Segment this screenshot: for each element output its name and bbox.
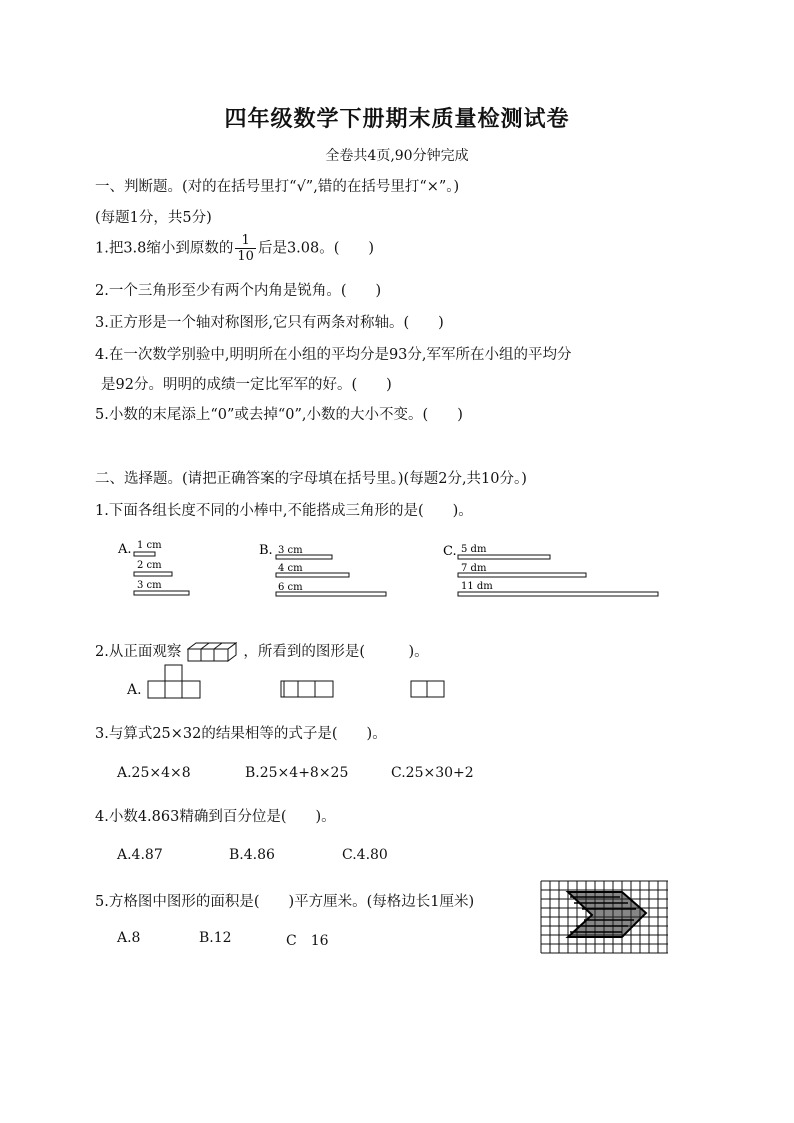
q4-option-b: B.4.86 bbox=[229, 847, 275, 863]
q3-option-c: C.25×30+2 bbox=[391, 765, 474, 781]
section1-points: (每题1分，共5分) bbox=[95, 210, 212, 226]
q2-option-a-label: A. bbox=[127, 682, 142, 698]
q4-option-c: C.4.80 bbox=[342, 847, 388, 863]
exam-title: 四年级数学下册期末质量检测试卷 bbox=[224, 106, 570, 132]
exam-subtitle: 全卷共4页,90分钟完成 bbox=[325, 148, 469, 164]
choice-q2-text-post: ，所看到的图形是( )。 bbox=[243, 644, 429, 660]
choice-question-2 bbox=[95, 640, 429, 662]
stick-a1-label: 1 cm bbox=[137, 540, 162, 551]
judge-question-2: 2.一个三角形至少有两个内角是锐角。( ) bbox=[95, 283, 382, 299]
q5-option-b: B.12 bbox=[199, 930, 232, 946]
q5-option-a: A.8 bbox=[117, 930, 141, 946]
stick-a2 bbox=[134, 572, 172, 576]
choice-question-3: 3.与算式25×32的结果相等的式子是( )。 bbox=[95, 726, 387, 742]
q2-option-c-figure bbox=[410, 680, 446, 703]
fraction-numerator: 1 bbox=[235, 233, 256, 249]
stick-a3-label: 3 cm bbox=[137, 580, 162, 591]
fraction bbox=[235, 233, 256, 264]
judge-question-4-line1: 4.在一次数学别验中,明明所在小组的平均分是93分,军军所在小组的平均分 bbox=[95, 347, 572, 363]
option-c-letter: C. bbox=[443, 544, 457, 559]
q3-option-a: A.25×4×8 bbox=[117, 765, 191, 781]
cube-stack-svg bbox=[187, 642, 237, 662]
choice-question-1: 1.下面各组长度不同的小棒中,不能搭成三角形的是( )。 bbox=[95, 503, 473, 519]
stick-c2-label: 7 dm bbox=[461, 563, 487, 574]
option-b-letter: B. bbox=[259, 543, 273, 558]
stick-a3 bbox=[134, 591, 189, 595]
stick-options bbox=[0, 532, 794, 607]
q5-option-c: C 16 bbox=[286, 933, 329, 949]
judge-question-5: 5.小数的末尾添上“0”或去掉“0”,小数的大小不变。( ) bbox=[95, 407, 463, 423]
option-a-letter: A. bbox=[118, 542, 132, 557]
stick-a2-label: 2 cm bbox=[137, 560, 162, 571]
stick-c3-label: 11 dm bbox=[461, 581, 493, 592]
stick-b1-label: 3 cm bbox=[278, 545, 303, 556]
stick-options-svg bbox=[0, 532, 794, 607]
section1-heading: 一、判断题。(对的在括号里打“√”,错的在括号里打“×”。) bbox=[95, 179, 460, 195]
area-grid-svg bbox=[540, 880, 670, 955]
choice-question-4: 4.小数4.863精确到百分位是( )。 bbox=[95, 809, 336, 825]
fraction-denominator: 10 bbox=[237, 249, 254, 264]
q2-option-c-svg bbox=[410, 680, 446, 699]
stick-a1 bbox=[134, 552, 155, 556]
q2-option-b-svg bbox=[280, 680, 335, 699]
judge-q1-text-post: 后是3.08。( ) bbox=[257, 240, 375, 257]
q2-option-a-figure bbox=[147, 664, 201, 703]
area-grid-figure bbox=[540, 880, 670, 959]
q4-option-a: A.4.87 bbox=[117, 847, 163, 863]
stick-b2-label: 4 cm bbox=[278, 563, 303, 574]
stick-b3-label: 6 cm bbox=[278, 582, 303, 593]
stick-c1 bbox=[458, 555, 550, 559]
cube-stack-figure bbox=[187, 642, 237, 662]
stick-c3 bbox=[458, 592, 658, 596]
q2-option-b-figure bbox=[280, 680, 335, 703]
judge-q1-text-pre: 1.把3.8缩小到原数的 bbox=[95, 240, 234, 257]
q2-option-a-svg bbox=[147, 664, 201, 699]
stick-c1-label: 5 dm bbox=[461, 544, 487, 555]
judge-question-1 bbox=[95, 233, 374, 264]
choice-q2-text-pre: 2.从正面观察 bbox=[95, 644, 182, 660]
judge-question-3: 3.正方形是一个轴对称图形,它只有两条对称轴。( ) bbox=[95, 315, 444, 331]
choice-question-5: 5.方格图中图形的面积是( )平方厘米。(每格边长1厘米) bbox=[95, 894, 475, 910]
judge-question-4-line2: 是92分。明明的成绩一定比军军的好。( ) bbox=[101, 377, 392, 393]
section2-heading: 二、选择题。(请把正确答案的字母填在括号里。)(每题2分,共10分。) bbox=[95, 471, 527, 487]
q3-option-b: B.25×4+8×25 bbox=[245, 765, 349, 781]
